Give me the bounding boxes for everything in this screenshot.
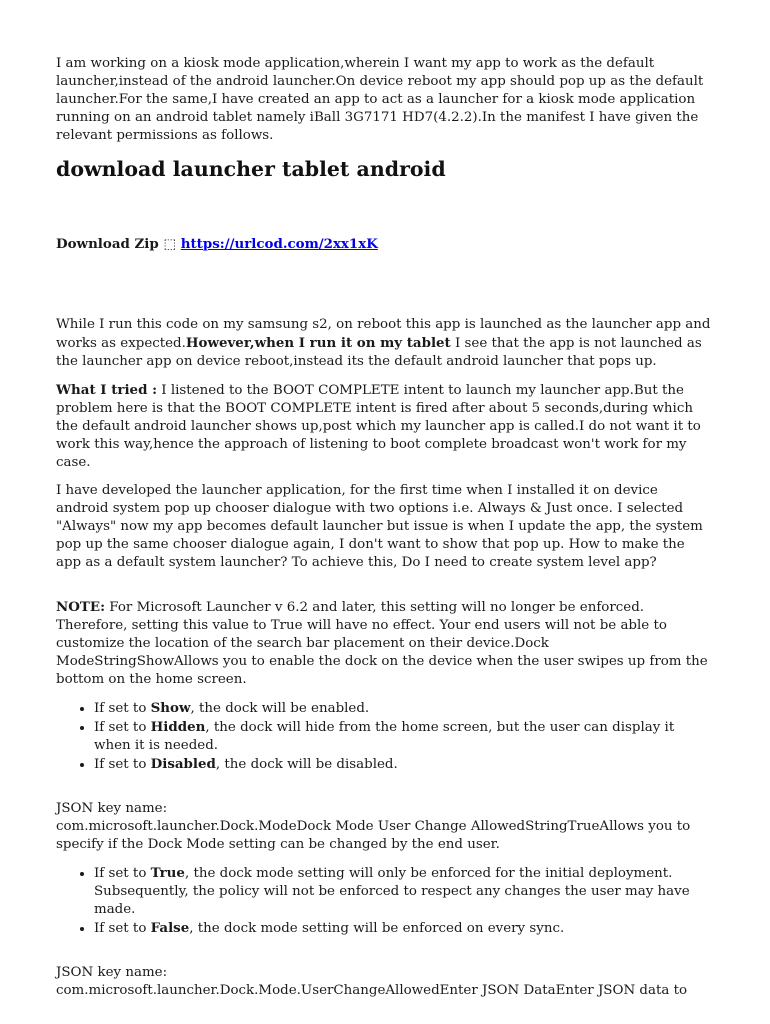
json-key-label: JSON key name: xyxy=(56,801,168,816)
list-item-suffix: , the dock mode setting will only be enforced for the initial deployment. Subsequently, the policy will not be enforced to respect any changes the user may have made. xyxy=(94,866,690,917)
download-icon: ⬚ xyxy=(163,237,177,252)
note-text: For Microsoft Launcher v 6.2 and later, this setting will no longer be enforced. Therefore, setting this value to True will have no effect. Your end users will not be able to customize the location of the search bar placement on their device.Dock ModeStringShowAllows you to enable the dock on the device when the user swipes up from the bottom on the home screen. xyxy=(56,600,708,687)
list-item-prefix: If set to xyxy=(94,701,151,716)
json-key-block-2 xyxy=(56,964,714,1000)
list-item-prefix: If set to xyxy=(94,757,151,772)
list-item xyxy=(94,755,714,774)
json-key-text: com.microsoft.launcher.Dock.ModeDock Mode User Change AllowedStringTrueAllows you to specify if the Dock Mode setting can be changed by the end user. xyxy=(56,819,691,852)
dock-mode-list xyxy=(56,699,714,774)
list-item-value: Show xyxy=(150,700,191,716)
paragraph-what-i-tried xyxy=(56,381,714,472)
list-item-prefix: If set to xyxy=(94,720,151,735)
list-item-suffix: , the dock mode setting will be enforced on every sync. xyxy=(189,921,565,936)
paragraph-samsung-end: I see that the app is not launched as the launcher app on device reboot,instead its the default android launcher that pops up. xyxy=(56,336,702,369)
list-item xyxy=(94,718,714,755)
json-key-label: JSON key name: xyxy=(56,965,168,980)
json-key-text: com.microsoft.launcher.Dock.Mode.UserChangeAllowedEnter JSON DataEnter JSON data to xyxy=(56,983,688,998)
list-item-value: Hidden xyxy=(150,719,206,735)
list-item-suffix: , the dock will be enabled. xyxy=(190,701,370,716)
paragraph-samsung xyxy=(56,316,714,371)
list-item-suffix: , the dock will hide from the home screen, but the user can display it when it is needed. xyxy=(94,720,675,753)
list-item-prefix: If set to xyxy=(94,921,151,936)
what-i-tried-text: I listened to the BOOT COMPLETE intent to launch my launcher app.But the problem here is that the BOOT COMPLETE intent is fired after about 5 seconds,during which the default android launcher shows up,post which my launcher app is called.I do not want it to work this way,hence the approach of listening to boot complete broadcast won't work for my case. xyxy=(56,383,701,470)
what-i-tried-label: What I tried : xyxy=(56,382,158,398)
download-label: Download Zip xyxy=(56,236,159,252)
list-item-value: False xyxy=(150,920,190,936)
intro-paragraph: I am working on a kiosk mode application,wherein I want my app to work as the default launcher,instead of the android launcher.On device reboot my app should pop up as the default launcher.For the same,I have created an app to act as a launcher for a kiosk mode application running on an android tablet namely iBall 3G7171 HD7(4.2.2).In the manifest I have given the relevant permissions as follows. xyxy=(56,56,704,143)
paragraph-launcher-question: I have developed the launcher application, for the first time when I installed it on device android system pop up chooser dialogue with two options i.e. Always & Just once. I selected "Always" now my app becomes default launcher but issue is when I update the app, the system pop up the same chooser dialogue again, I don't want to show that pop up. How to make the app as a default system launcher? To achieve this, Do I need to create system level app? xyxy=(56,483,703,570)
list-item-value: True xyxy=(150,865,185,881)
json-key-block-1 xyxy=(56,800,714,854)
paragraph-samsung-start: While I run this code on my samsung s2, on reboot this app is launched as the launcher app and works as expected. xyxy=(56,317,711,351)
list-item xyxy=(94,919,714,938)
list-item xyxy=(94,864,714,919)
paragraph-samsung-bold: However,when I run it on my tablet xyxy=(185,335,451,351)
list-item-value: Disabled xyxy=(150,756,216,772)
note-label: NOTE: xyxy=(56,599,106,615)
page-heading: download launcher tablet android xyxy=(56,157,446,181)
list-item xyxy=(94,699,714,718)
note-paragraph xyxy=(56,598,714,689)
download-link[interactable]: https://urlcod.com/2xx1xK xyxy=(180,236,378,252)
list-item-suffix: , the dock will be disabled. xyxy=(215,757,398,772)
user-change-list xyxy=(56,864,714,938)
download-line xyxy=(56,235,714,254)
list-item-prefix: If set to xyxy=(94,866,151,881)
